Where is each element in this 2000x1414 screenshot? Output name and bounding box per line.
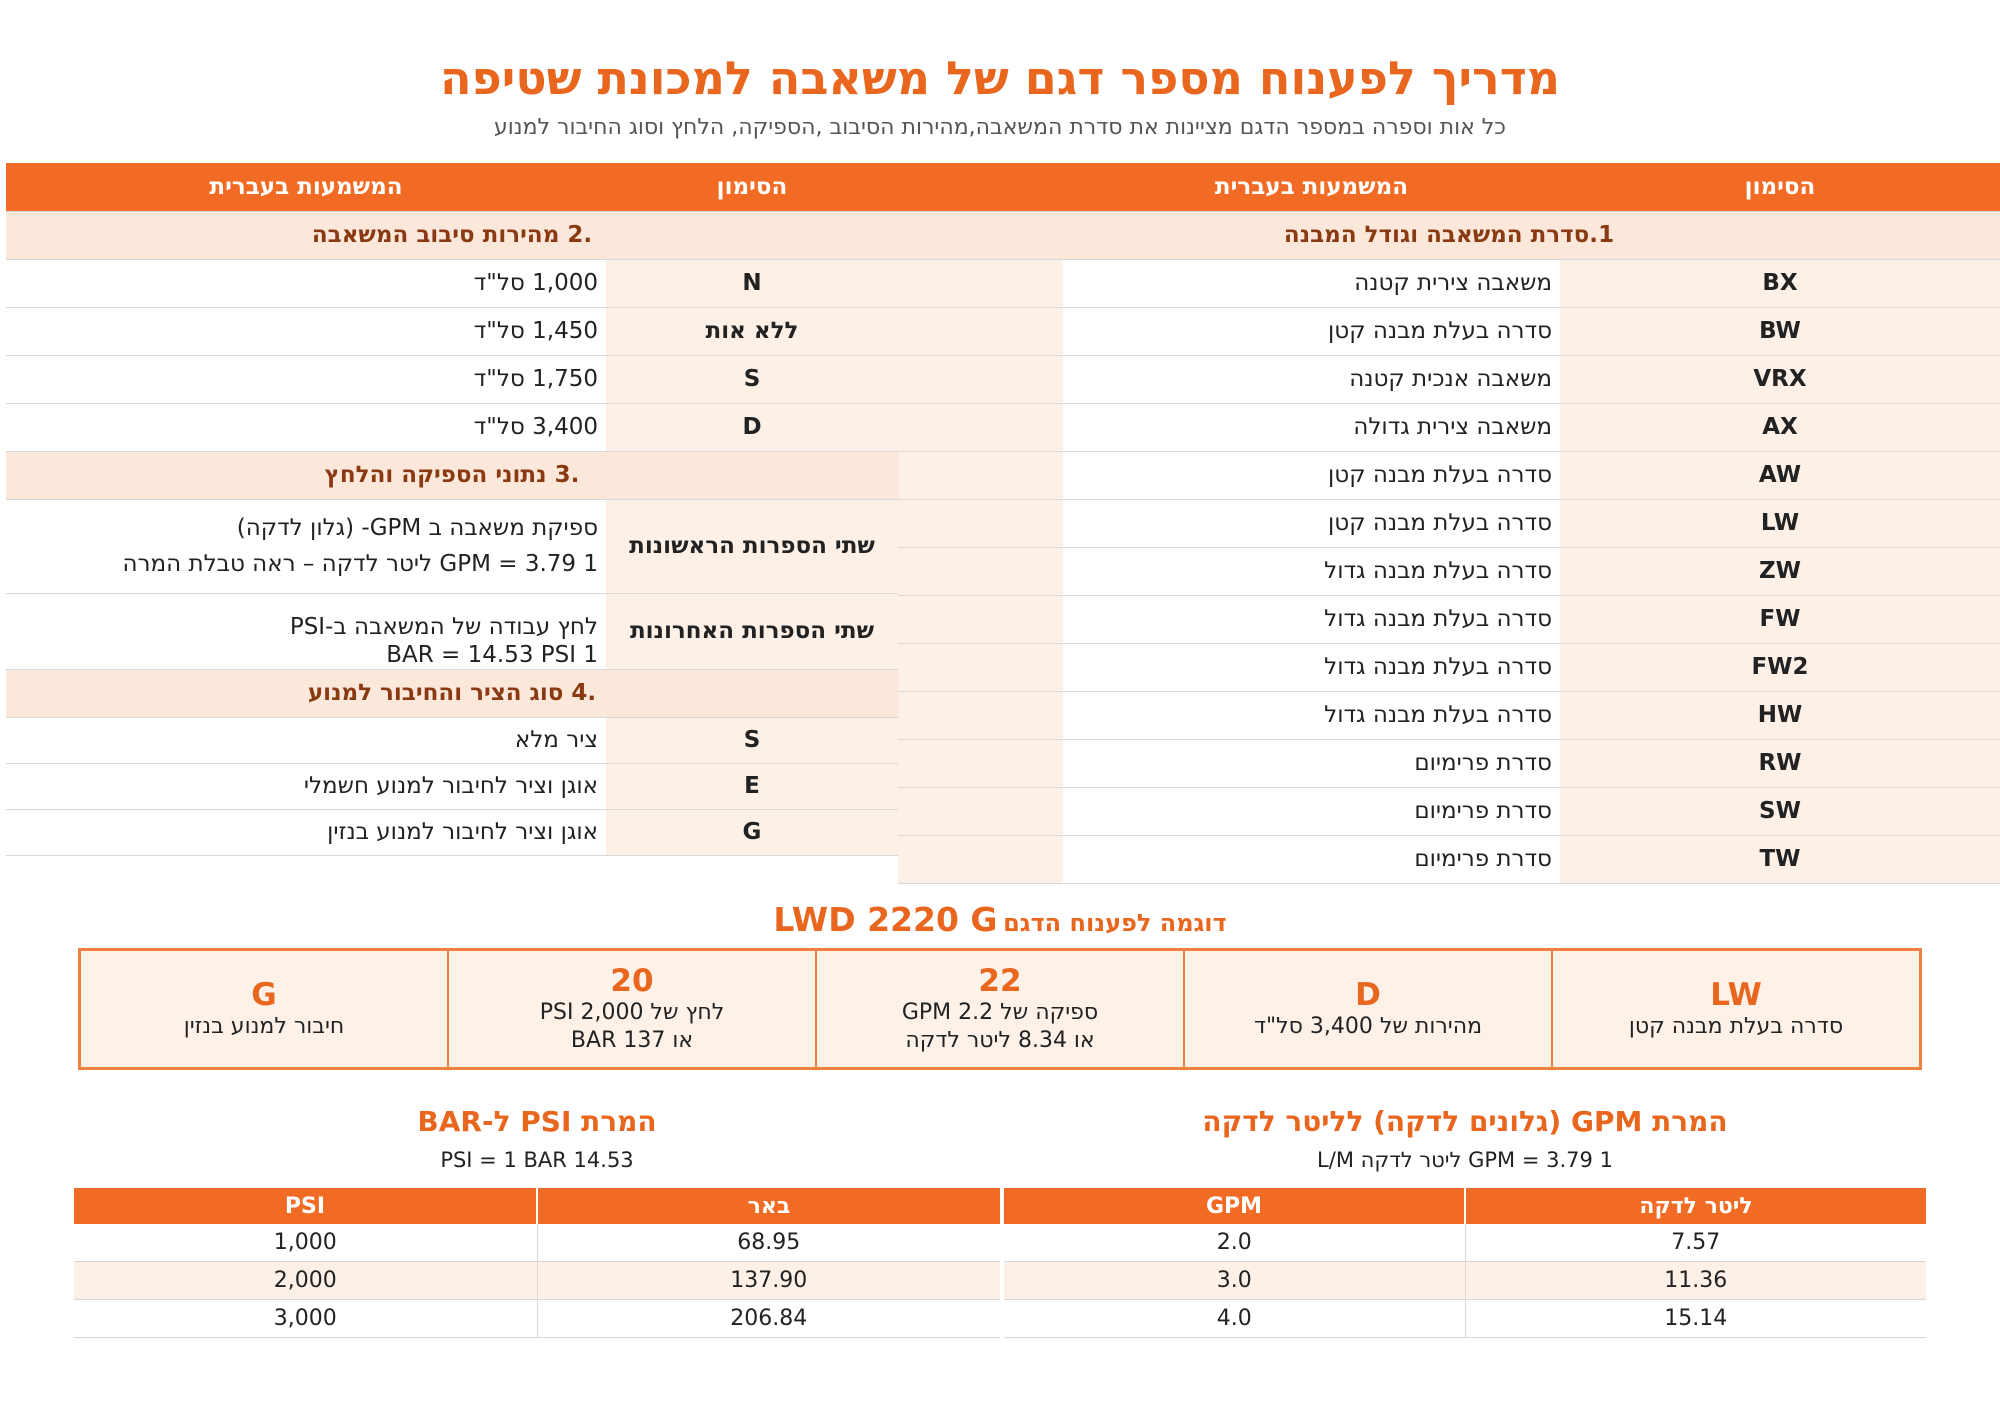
row-code: RW	[1560, 739, 2000, 787]
row-meaning-line2: 1 BAR = 14.53 PSI	[386, 641, 598, 668]
header-meaning: המשמעות בעברית	[6, 163, 606, 211]
section-title-shaft: .4 סוג הציר והחיבור למנוע	[6, 669, 898, 717]
example-title	[0, 896, 2000, 950]
row-meaning: סדרה בעלת מבנה קטן	[1063, 307, 1560, 355]
gpm-conversion-subtitle: 1 GPM = 3.79 ליטר לדקה L/M	[1317, 1148, 1613, 1172]
row-code: AW	[1560, 451, 2000, 499]
example-model: LWD 2220 G	[773, 900, 998, 939]
table-row	[6, 307, 898, 355]
table-row	[74, 1262, 1000, 1300]
table-row	[6, 717, 898, 763]
table-row	[898, 739, 2000, 787]
table-row	[1004, 1300, 1926, 1338]
table-cell: 68.95	[537, 1224, 1000, 1262]
row-blank	[898, 499, 1063, 547]
row-meaning: 1,450 סל"ד	[6, 307, 606, 355]
table-row	[898, 499, 2000, 547]
example-line1: מהירות של 3,400 סל"ד	[1253, 1014, 1483, 1039]
row-blank	[898, 547, 1063, 595]
example-line2: או 137 BAR	[570, 1028, 694, 1053]
example-code: G	[251, 977, 277, 1013]
row-code: BW	[1560, 307, 2000, 355]
table-row	[898, 643, 2000, 691]
header-blank	[898, 163, 1063, 211]
psi-conversion-table	[74, 1188, 1000, 1338]
table-row	[6, 355, 898, 403]
row-meaning-line2: 1 GPM = 3.79 ליטר לדקה – ראה טבלת המרה	[122, 551, 598, 577]
row-code: N	[606, 259, 898, 307]
row-code: TW	[1560, 835, 2000, 883]
row-code: S	[606, 355, 898, 403]
table-row	[898, 595, 2000, 643]
table-cell: 206.84	[537, 1300, 1000, 1338]
row-meaning: סדרת פרימיום	[1063, 739, 1560, 787]
series-table	[898, 163, 2000, 884]
page-title: מדריך לפענוח מספר דגם של משאבה למכונת שטיפה	[439, 51, 1561, 105]
table-row	[898, 355, 2000, 403]
section-title-flow-pressure: .3 נתוני הספיקה והלחץ	[6, 451, 898, 499]
example-line1: ספיקה של 2.2 GPM	[901, 1000, 1099, 1025]
row-code: VRX	[1560, 355, 2000, 403]
row-meaning: אוגן וציר לחיבור למנוע בנזין	[6, 809, 606, 855]
row-meaning: משאבה צירית קטנה	[1063, 259, 1560, 307]
example-cell	[1551, 951, 1919, 1067]
psi-conversion-subtitle: 14.53 PSI = 1 BAR	[440, 1148, 634, 1172]
table-row	[6, 259, 898, 307]
row-blank	[898, 451, 1063, 499]
table-row	[898, 403, 2000, 451]
row-meaning: סדרה בעלת מבנה גדול	[1063, 595, 1560, 643]
table-row	[898, 835, 2000, 883]
row-code: שתי הספרות הראשונות	[606, 499, 898, 593]
row-code: HW	[1560, 691, 2000, 739]
row-meaning: משאבה צירית גדולה	[1063, 403, 1560, 451]
example-code: 22	[978, 963, 1022, 999]
gpm-conversion	[1004, 1100, 1926, 1338]
table-row	[898, 787, 2000, 835]
row-meaning-line1: ספיקת משאבה ב GPM- (גלון לדקה)	[236, 515, 598, 541]
specs-table	[6, 163, 898, 856]
row-blank	[898, 355, 1063, 403]
table-row	[6, 403, 898, 451]
example-line1: סדרה בעלת מבנה קטן	[1628, 1014, 1844, 1039]
row-blank	[898, 643, 1063, 691]
gpm-header-liters: ליטר לדקה	[1465, 1188, 1926, 1224]
row-meaning: ציר מלא	[6, 717, 606, 763]
table-cell: 4.0	[1004, 1300, 1465, 1338]
header-meaning: המשמעות בעברית	[1063, 163, 1560, 211]
psi-conversion	[74, 1100, 1000, 1338]
row-code: FW	[1560, 595, 2000, 643]
psi-header-psi: PSI	[74, 1188, 537, 1224]
table-cell: 2.0	[1004, 1224, 1465, 1262]
row-meaning	[6, 499, 606, 593]
gpm-header-gpm: GPM	[1004, 1188, 1465, 1224]
row-meaning: סדרה בעלת מבנה גדול	[1063, 691, 1560, 739]
example-box	[78, 948, 1922, 1070]
page-subtitle: כל אות וספרה במספר הדגם מציינות את סדרת המשאבה,מהירות הסיבוב ,הספיקה, הלחץ וסוג החיבור למנוע	[494, 115, 1506, 140]
row-blank	[898, 595, 1063, 643]
row-meaning: 3,400 סל"ד	[6, 403, 606, 451]
row-code: S	[606, 717, 898, 763]
table-row	[898, 547, 2000, 595]
table-row	[74, 1224, 1000, 1262]
example-label: דוגמה לפענוח הדגם	[1003, 909, 1227, 937]
table-cell: 3,000	[74, 1300, 537, 1338]
example-code: 20	[610, 963, 654, 999]
table-row	[1004, 1262, 1926, 1300]
row-code: SW	[1560, 787, 2000, 835]
row-blank	[898, 691, 1063, 739]
row-meaning: 1,750 סל"ד	[6, 355, 606, 403]
row-code: שתי הספרות האחרונות	[606, 593, 898, 669]
row-code: D	[606, 403, 898, 451]
row-meaning: 1,000 סל"ד	[6, 259, 606, 307]
gpm-conversion-title: המרת GPM (גלונים לדקה) לליטר לדקה	[1202, 1105, 1728, 1138]
row-blank	[898, 835, 1063, 883]
row-code: AX	[1560, 403, 2000, 451]
row-code: G	[606, 809, 898, 855]
row-meaning: סדרה בעלת מבנה גדול	[1063, 547, 1560, 595]
table-cell: 15.14	[1465, 1300, 1926, 1338]
example-cell	[815, 951, 1183, 1067]
table-row	[898, 259, 2000, 307]
psi-header-bar: באר	[537, 1188, 1000, 1224]
table-cell: 11.36	[1465, 1262, 1926, 1300]
row-blank	[898, 259, 1063, 307]
row-code: FW2	[1560, 643, 2000, 691]
table-row	[6, 763, 898, 809]
row-meaning: סדרת פרימיום	[1063, 835, 1560, 883]
row-meaning: משאבה אנכית קטנה	[1063, 355, 1560, 403]
example-cell	[447, 951, 815, 1067]
table-cell: 1,000	[74, 1224, 537, 1262]
table-cell: 137.90	[537, 1262, 1000, 1300]
example-line1: לחץ של 2,000 PSI	[539, 1000, 725, 1025]
psi-conversion-title: המרת PSI ל-BAR	[417, 1105, 657, 1138]
row-meaning	[6, 593, 606, 669]
table-cell: 2,000	[74, 1262, 537, 1300]
example-line2: או 8.34 ליטר לדקה	[905, 1028, 1095, 1053]
example-cell	[1183, 951, 1551, 1067]
row-code: E	[606, 763, 898, 809]
row-meaning-line1: לחץ עבודה של המשאבה ב-PSI	[289, 613, 598, 640]
table-row	[6, 593, 898, 669]
row-code: LW	[1560, 499, 2000, 547]
row-meaning: סדרה בעלת מבנה קטן	[1063, 499, 1560, 547]
row-code: BX	[1560, 259, 2000, 307]
row-blank	[898, 403, 1063, 451]
table-row	[6, 499, 898, 593]
row-code: ללא אות	[606, 307, 898, 355]
row-blank	[898, 307, 1063, 355]
row-meaning: אוגן וציר לחיבור למנוע חשמלי	[6, 763, 606, 809]
gpm-conversion-table	[1004, 1188, 1926, 1338]
table-row	[898, 691, 2000, 739]
table-row	[898, 307, 2000, 355]
table-row	[898, 451, 2000, 499]
row-blank	[898, 739, 1063, 787]
table-cell: 3.0	[1004, 1262, 1465, 1300]
table-row	[6, 809, 898, 855]
header-code: הסימון	[1560, 163, 2000, 211]
section-title-speed: .2 מהירות סיבוב המשאבה	[6, 211, 898, 259]
example-code: D	[1355, 977, 1381, 1013]
example-code: LW	[1710, 977, 1762, 1013]
row-code: ZW	[1560, 547, 2000, 595]
table-row	[74, 1300, 1000, 1338]
table-row	[1004, 1224, 1926, 1262]
section-title-series: 1.סדרת המשאבה וגודל המבנה	[898, 211, 2000, 259]
header-code: הסימון	[606, 163, 898, 211]
row-meaning: סדרת פרימיום	[1063, 787, 1560, 835]
row-meaning: סדרה בעלת מבנה קטן	[1063, 451, 1560, 499]
row-blank	[898, 787, 1063, 835]
row-meaning: סדרה בעלת מבנה גדול	[1063, 643, 1560, 691]
example-line1: חיבור למנוע בנזין	[183, 1014, 345, 1039]
example-cell	[81, 951, 447, 1067]
table-cell: 7.57	[1465, 1224, 1926, 1262]
